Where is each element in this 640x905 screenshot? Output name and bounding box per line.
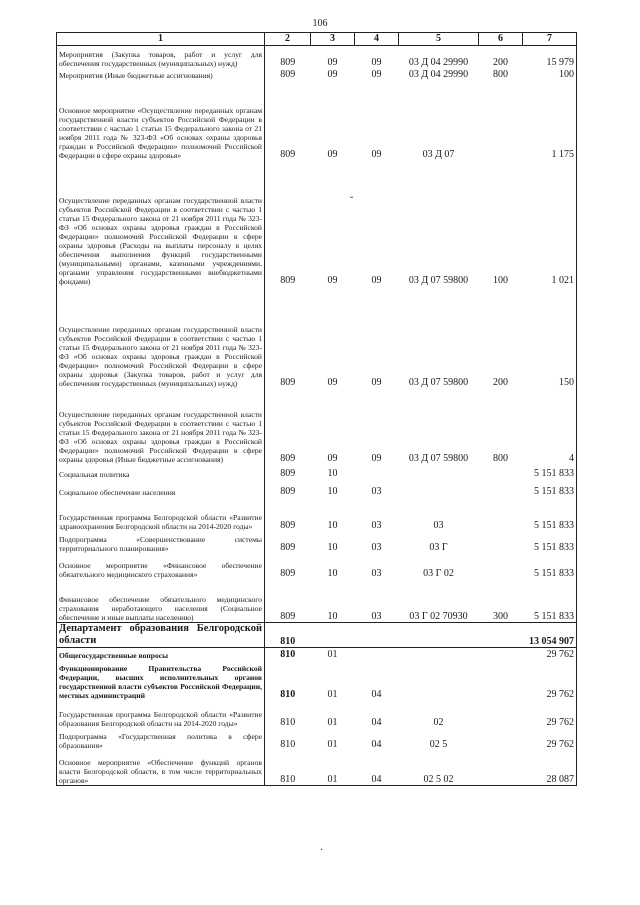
ministry-code: 809	[280, 485, 296, 497]
target-article-code: 03 Д 04 29990	[408, 56, 469, 68]
subsection-code	[355, 623, 399, 648]
expense-type-code	[479, 728, 523, 750]
page-number: 106	[312, 18, 328, 29]
table-row	[57, 728, 577, 750]
target-article-code: 02	[433, 716, 444, 728]
amount: 15 979	[523, 46, 577, 68]
amount: 5 151 833	[523, 579, 577, 623]
table-row	[57, 80, 577, 160]
ministry-code: 810	[265, 623, 311, 648]
ministry-code: 809	[280, 452, 296, 464]
row-description: Общегосударственные вопросы	[57, 648, 265, 660]
expense-type-code: 800	[493, 68, 508, 80]
subsection-code	[355, 464, 399, 479]
section-code: 01	[327, 648, 338, 660]
expense-type-code: 200	[493, 56, 508, 68]
subsection-code: 04	[371, 716, 382, 728]
row-description: Основное мероприятие «Осуществление переданных органам государственной власти субъектов Российской Федерации в соответствии с частью 1 статьи 15 Федерального закона от 21 ноября 2011 года № 323-ФЗ «Об основах охраны здоровья граждан в Российской Федерации» полномочий Российской Федерации в сфере охраны здоровья»	[57, 80, 265, 160]
row-description: Мероприятия (Закупка товаров, работ и услуг для обеспечения государственных (муниципальных) нужд)	[57, 46, 265, 68]
target-article-code: 02 5 02	[399, 750, 479, 786]
amount: 5 151 833	[523, 497, 577, 531]
amount: 5 151 833	[523, 479, 577, 497]
expense-type-code: 300	[493, 611, 508, 622]
amount: 28 087	[523, 750, 577, 786]
ministry-code: 809	[280, 376, 296, 388]
section-code: 10	[327, 541, 338, 553]
table-header-row	[57, 33, 577, 46]
target-article-code: 03 Г 02 70930	[409, 611, 468, 622]
ministry-code: 810	[280, 716, 296, 728]
target-article-code	[399, 648, 479, 660]
ministry-code: 809	[280, 611, 296, 622]
stray-mark: ·	[320, 845, 324, 856]
table-row	[57, 750, 577, 786]
target-article-code	[399, 464, 479, 479]
table-row	[57, 623, 577, 648]
table-row	[57, 479, 577, 497]
subsection-code: 09	[371, 68, 382, 80]
column-header: 1	[57, 33, 265, 46]
ministry-code: 810	[265, 750, 311, 786]
expense-type-code: 200	[493, 376, 508, 388]
subsection-code: 03	[371, 611, 382, 622]
amount: 150	[523, 286, 577, 388]
subsection-code: 04	[355, 750, 399, 786]
row-description: Осуществление переданных органам государственной власти субъектов Российской Федерации в соответствии с частью 1 статьи 15 Федерального закона от 21 ноября 2011 года № 323-ФЗ «Об основах охраны здоровья граждан в Российской Федерации» полномочий Российской Федерации в сфере охраны здоровья (Закупка товаров, работ и услуг для обеспечения государственных (муниципальных) нужд)	[57, 286, 265, 388]
row-description: Финансовое обеспечение обязательного медицинского страхования неработающего населения (Социальное обеспечение и иные выплаты населению)	[57, 579, 265, 623]
subsection-code: 04	[371, 688, 382, 700]
amount: 4	[523, 388, 577, 464]
expense-type-code: 100	[493, 274, 508, 286]
row-description: Осуществление переданных органам государственной власти субъектов Российской Федерации в соответствии с частью 1 статьи 15 Федерального закона от 21 ноября 2011 года № 323-ФЗ «Об основах охраны здоровья граждан в Российской Федерации» полномочий Российской Федерации в сфере охраны здоровья (Иные бюджетные ассигнования)	[57, 388, 265, 464]
section-code: 01	[327, 738, 338, 750]
target-article-code: 03	[433, 519, 444, 531]
subsection-code: 04	[371, 738, 382, 750]
table-row	[57, 531, 577, 553]
subsection-code: 09	[371, 452, 382, 464]
table-row	[57, 648, 577, 660]
table-row	[57, 579, 577, 623]
subsection-code: 09	[371, 376, 382, 388]
row-description: Социальное обеспечение населения	[57, 479, 265, 497]
ministry-code: 809	[280, 467, 296, 479]
expense-type-code	[479, 464, 523, 479]
table-row	[57, 160, 577, 286]
section-code: 09	[327, 452, 338, 464]
subsection-code: 09	[371, 56, 382, 68]
ministry-code: 810	[280, 648, 296, 660]
expense-type-code	[479, 531, 523, 553]
table-row	[57, 464, 577, 479]
expense-type-code	[479, 479, 523, 497]
expense-type-code	[479, 660, 523, 700]
target-article-code: 03 Г 02	[423, 567, 454, 579]
row-description: Основное мероприятие «Обеспечение функций органов власти Белгородской области, в том числе территориальных органов»	[57, 750, 265, 786]
target-article-code: 03 Д 07 59800	[408, 452, 469, 464]
ministry-code: 809	[280, 519, 296, 531]
column-header: 4	[355, 33, 399, 46]
subsection-code: 03	[371, 541, 382, 553]
table-row	[57, 553, 577, 579]
stray-mark: ˇ	[350, 196, 354, 207]
expense-type-code	[479, 497, 523, 531]
amount: 29 762	[523, 700, 577, 728]
section-code: 10	[327, 567, 338, 579]
amount: 5 151 833	[523, 464, 577, 479]
expense-type-code	[479, 553, 523, 579]
subsection-code: 09	[371, 148, 382, 160]
expense-type-code	[479, 623, 523, 648]
amount: 1 021	[523, 160, 577, 286]
target-article-code: 03 Д 07 59800	[408, 376, 469, 388]
target-article-code: 03 Г	[429, 541, 448, 553]
expense-type-code	[479, 700, 523, 728]
row-description: Мероприятия (Иные бюджетные ассигнования)	[57, 68, 265, 80]
amount: 5 151 833	[523, 531, 577, 553]
subsection-code: 03	[371, 519, 382, 531]
expense-type-code	[479, 750, 523, 786]
row-description: Подпрограмма «Совершенствование системы территориального планирования»	[57, 531, 265, 553]
ministry-code: 809	[280, 148, 296, 160]
section-code: 09	[327, 148, 338, 160]
ministry-code: 810	[280, 738, 296, 750]
section-code: 10	[327, 519, 338, 531]
section-code: 09	[327, 68, 338, 80]
target-article-code: 03 Д 07	[422, 148, 455, 160]
expense-type-code	[479, 648, 523, 660]
row-description: Основное мероприятие «Финансовое обеспечение обязательного медицинского страхования»	[57, 553, 265, 579]
section-code: 09	[327, 274, 338, 286]
table-row	[57, 46, 577, 68]
section-code: 09	[327, 56, 338, 68]
table-row	[57, 660, 577, 700]
section-code: 01	[327, 716, 338, 728]
table-row	[57, 497, 577, 531]
target-article-code	[399, 660, 479, 700]
table-row	[57, 286, 577, 388]
section-code	[311, 623, 355, 648]
amount: 29 762	[523, 648, 577, 660]
subsection-code	[355, 648, 399, 660]
expense-type-code: 800	[493, 452, 508, 464]
table-row	[57, 388, 577, 464]
ministry-code: 809	[280, 274, 296, 286]
target-article-code: 03 Д 04 29990	[408, 68, 469, 80]
section-code: 10	[327, 485, 338, 497]
table-row	[57, 700, 577, 728]
target-article-code	[399, 479, 479, 497]
section-code: 10	[327, 467, 338, 479]
amount: 29 762	[523, 728, 577, 750]
column-header: 7	[523, 33, 577, 46]
target-article-code: 03 Д 07 59800	[408, 274, 469, 286]
amount: 100	[523, 68, 577, 80]
column-header: 3	[311, 33, 355, 46]
ministry-code: 809	[280, 56, 296, 68]
amount: 1 175	[523, 80, 577, 160]
ministry-code: 810	[280, 688, 296, 700]
expense-type-code	[479, 80, 523, 160]
column-header: 2	[265, 33, 311, 46]
budget-table	[56, 32, 577, 786]
ministry-code: 809	[280, 68, 296, 80]
row-description: Социальная политика	[57, 464, 265, 479]
amount: 5 151 833	[523, 553, 577, 579]
column-header: 6	[479, 33, 523, 46]
row-description: Государственная программа Белгородской области «Развитие образования Белгородской области на 2014-2020 годы»	[57, 700, 265, 728]
section-code: 10	[327, 611, 338, 622]
amount: 29 762	[523, 660, 577, 700]
row-description: Осуществление переданных органам государственной власти субъектов Российской Федерации в соответствии с частью 1 статьи 15 Федерального закона от 21 ноября 2011 года № 323-ФЗ «Об основах охраны здоровья граждан в Российской Федерации» полномочий Российской Федерации в сфере охраны здоровья (Расходы на выплаты персоналу в целях обеспечения выполнения функций государственными (муниципальными) органами, казенными учреждениями, органами управления государственными внебюджетными фондами)	[57, 160, 265, 286]
ministry-code: 809	[280, 567, 296, 579]
row-description: Департамент образования Белгородской области	[57, 623, 265, 648]
section-code: 01	[327, 688, 338, 700]
column-header: 5	[399, 33, 479, 46]
row-description: Государственная программа Белгородской области «Развитие здравоохранения Белгородской области на 2014-2020 годы»	[57, 497, 265, 531]
amount: 13 054 907	[523, 623, 577, 648]
row-description: Подпрограмма «Государственная политика в сфере образования»	[57, 728, 265, 750]
section-code: 09	[327, 376, 338, 388]
subsection-code: 09	[371, 274, 382, 286]
target-article-code	[399, 623, 479, 648]
ministry-code: 809	[280, 541, 296, 553]
table-row	[57, 68, 577, 80]
subsection-code: 03	[371, 567, 382, 579]
row-description: Функционирование Правительства Российской Федерации, высших исполнительных органов государственной власти субъектов Российской Федерации, местных администраций	[57, 660, 265, 700]
subsection-code: 03	[371, 485, 382, 497]
target-article-code: 02 5	[429, 738, 448, 750]
section-code: 01	[311, 750, 355, 786]
